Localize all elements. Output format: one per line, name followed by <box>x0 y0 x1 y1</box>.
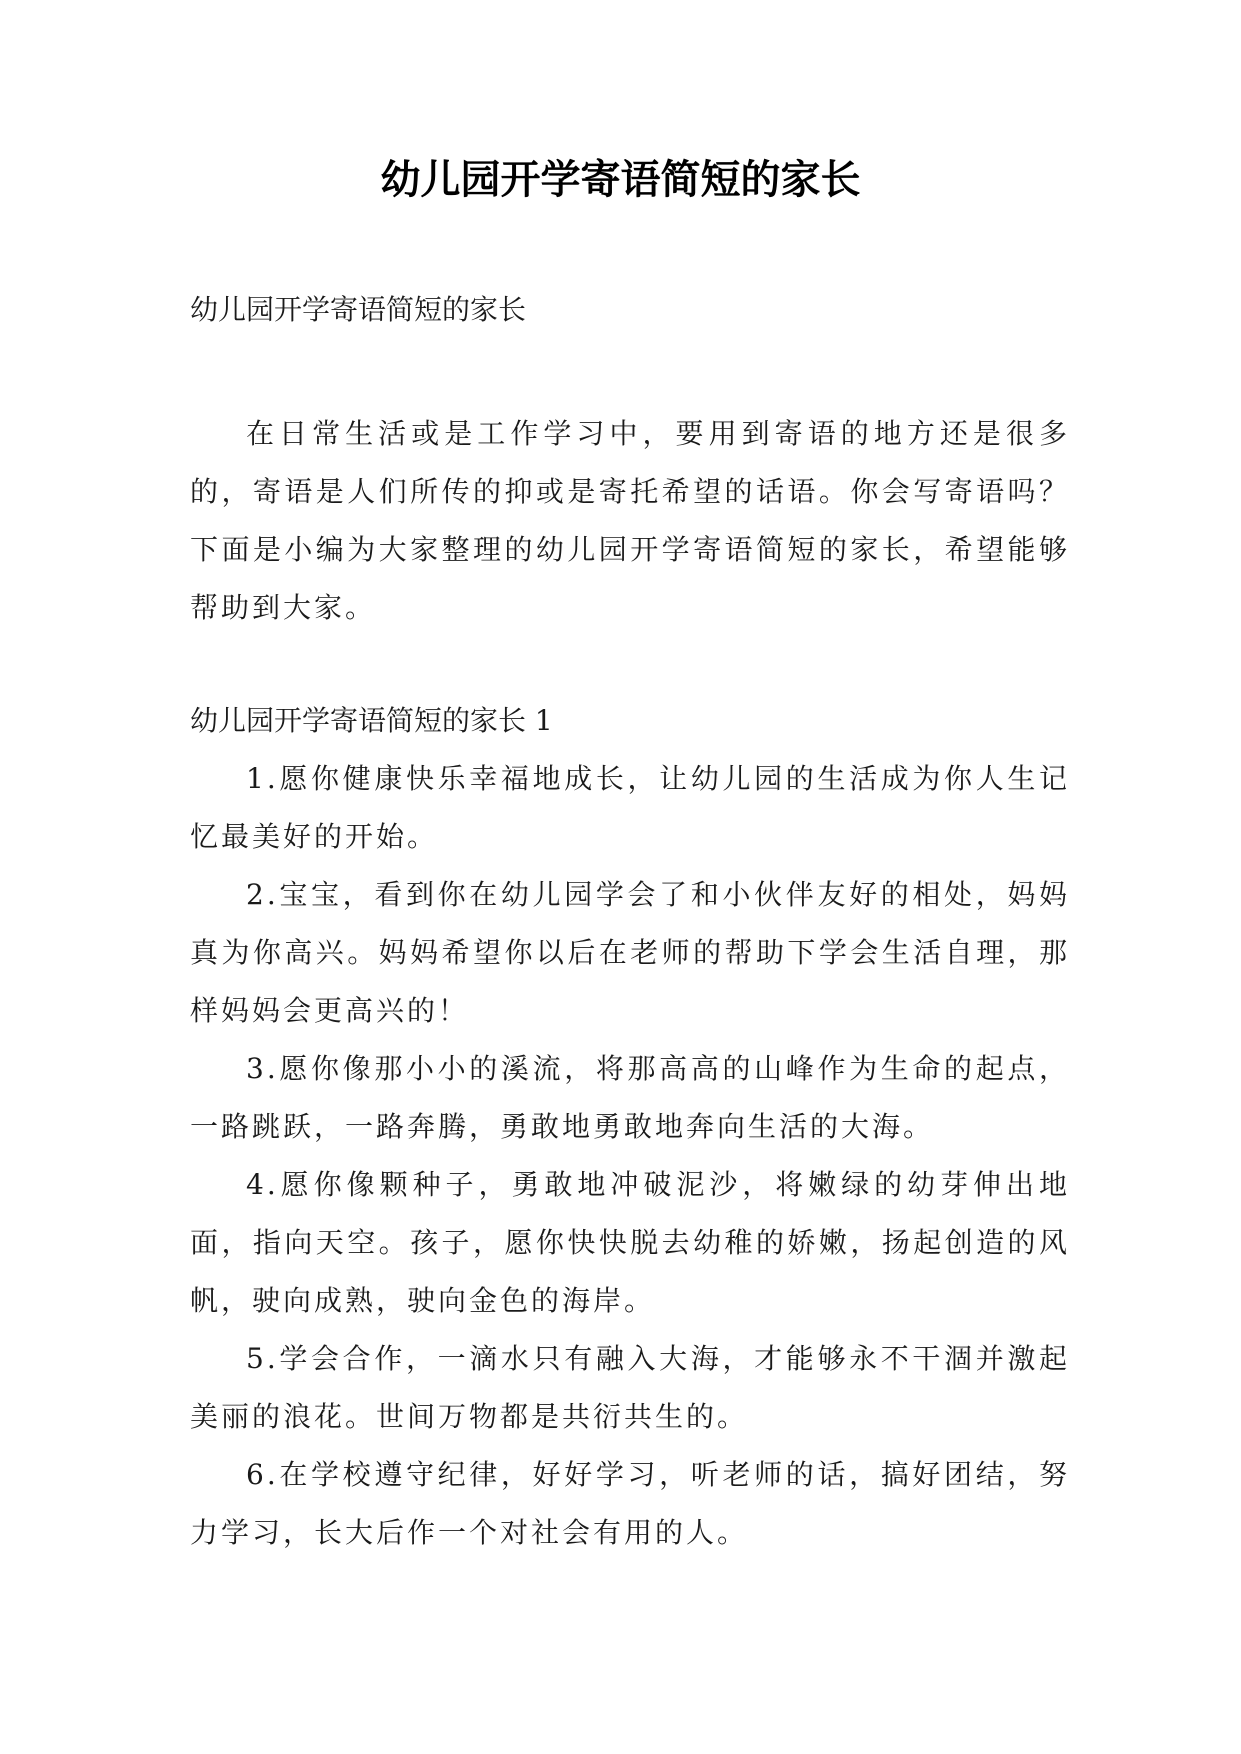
list-item: 2.宝宝，看到你在幼儿园学会了和小伙伴友好的相处，妈妈真为你高兴。妈妈希望你以后在老师的帮助下学会生活自理，那样妈妈会更高兴的！ <box>190 878 1070 1027</box>
document-subtitle: 幼儿园开学寄语简短的家长 <box>190 293 527 326</box>
list-item: 3.愿你像那小小的溪流，将那高高的山峰作为生命的起点，一路跳跃，一路奔腾，勇敢地勇敢地奔向生活的大海。 <box>190 1052 1070 1143</box>
list-item: 5.学会合作，一滴水只有融入大海，才能够永不干涸并激起美丽的浪花。世间万物都是共衍共生的。 <box>190 1342 1070 1433</box>
intro-paragraph: 在日常生活或是工作学习中，要用到寄语的地方还是很多的，寄语是人们所传的抑或是寄托希望的话语。你会写寄语吗？下面是小编为大家整理的幼儿园开学寄语简短的家长，希望能够帮助到大家。 <box>190 417 1070 624</box>
section-heading: 幼儿园开学寄语简短的家长 1 <box>190 704 553 737</box>
list-item: 4.愿你像颗种子，勇敢地冲破泥沙，将嫩绿的幼芽伸出地面，指向天空。孩子，愿你快快脱去幼稚的娇嫩，扬起创造的风帆，驶向成熟，驶向金色的海岸。 <box>190 1168 1070 1317</box>
list-item: 1.愿你健康快乐幸福地成长，让幼儿园的生活成为你人生记忆最美好的开始。 <box>190 762 1070 853</box>
section-1 <box>190 700 1070 1562</box>
document-title: 幼儿园开学寄语简短的家长 <box>380 156 861 203</box>
list-item: 6.在学校遵守纪律，好好学习，听老师的话，搞好团结，努力学习，长大后作一个对社会有用的人。 <box>190 1458 1070 1549</box>
